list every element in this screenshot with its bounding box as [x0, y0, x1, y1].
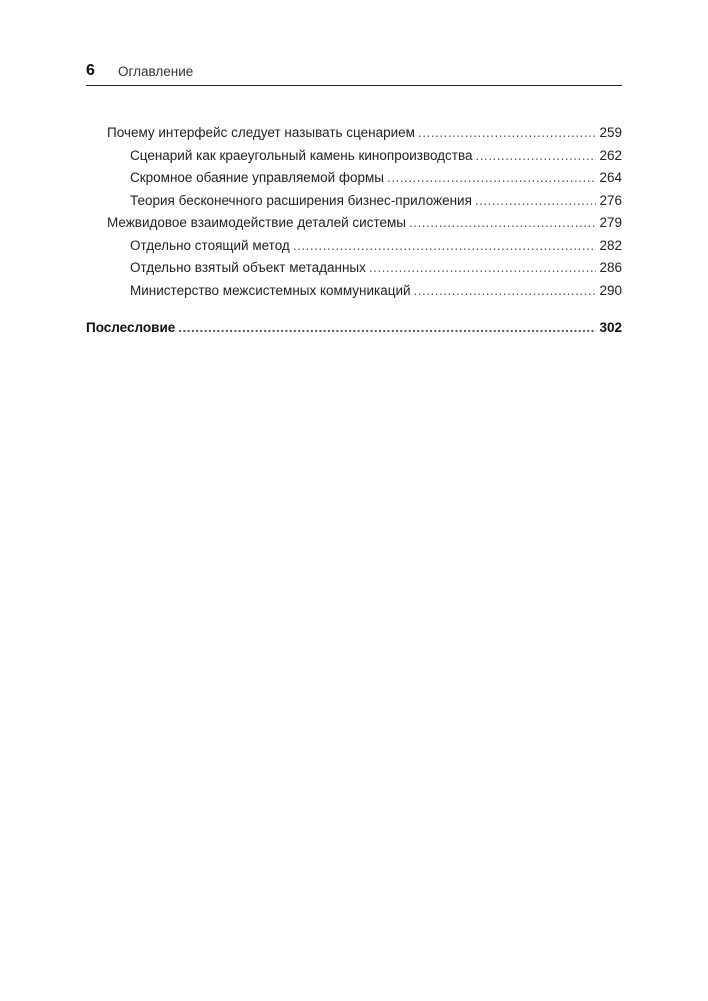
header-divider [86, 85, 622, 86]
toc-entry-title: Межвидовое взаимодействие деталей системы [107, 215, 406, 230]
running-head: Оглавление [118, 64, 194, 79]
toc-entry-title: Министерство межсистемных коммуникаций [130, 282, 411, 298]
table-of-contents [86, 122, 622, 340]
toc-entry-page: 302 [599, 320, 622, 335]
toc-entry [86, 212, 622, 235]
toc-entry-page: 276 [599, 192, 622, 208]
toc-entry [86, 122, 622, 145]
toc-entry-title: Теория бесконечного расширения бизнес-приложения [130, 192, 472, 208]
toc-entry-title: Скромное обаяние управляемой формы [130, 170, 385, 185]
toc-entry-page: 259 [599, 125, 622, 140]
toc-entry-title: Отдельно стоящий метод [130, 237, 290, 253]
toc-entry [86, 167, 622, 190]
dot-leader [418, 122, 597, 145]
page-number: 6 [86, 62, 95, 79]
toc-entry-title: Отдельно взятый объект метаданных [130, 260, 366, 275]
dot-leader [409, 212, 596, 235]
toc-entry-title: Почему интерфейс следует называть сценарием [107, 125, 415, 140]
dot-leader [387, 167, 596, 190]
dot-leader [369, 257, 597, 280]
toc-entry-afterword [86, 317, 622, 340]
toc-entry [86, 257, 622, 280]
toc-entry-page: 264 [599, 170, 622, 185]
dot-leader [178, 317, 596, 340]
toc-entry-page: 286 [599, 260, 622, 275]
dot-leader [476, 145, 597, 168]
toc-entry-page: 262 [599, 147, 622, 163]
toc-entry [86, 145, 622, 168]
dot-leader [293, 235, 597, 258]
toc-entry-title: Послесловие [86, 320, 176, 335]
toc-entry-page: 282 [599, 237, 622, 253]
toc-entry-title: Сценарий как краеугольный камень кинопроизводства [130, 147, 473, 163]
toc-entry-page: 290 [599, 282, 622, 298]
dot-leader [475, 190, 597, 213]
toc-entry-page: 279 [599, 215, 622, 230]
toc-entry [86, 190, 622, 213]
dot-leader [414, 280, 597, 303]
toc-entry [86, 235, 622, 258]
toc-entry [86, 280, 622, 303]
page-header [86, 60, 622, 86]
